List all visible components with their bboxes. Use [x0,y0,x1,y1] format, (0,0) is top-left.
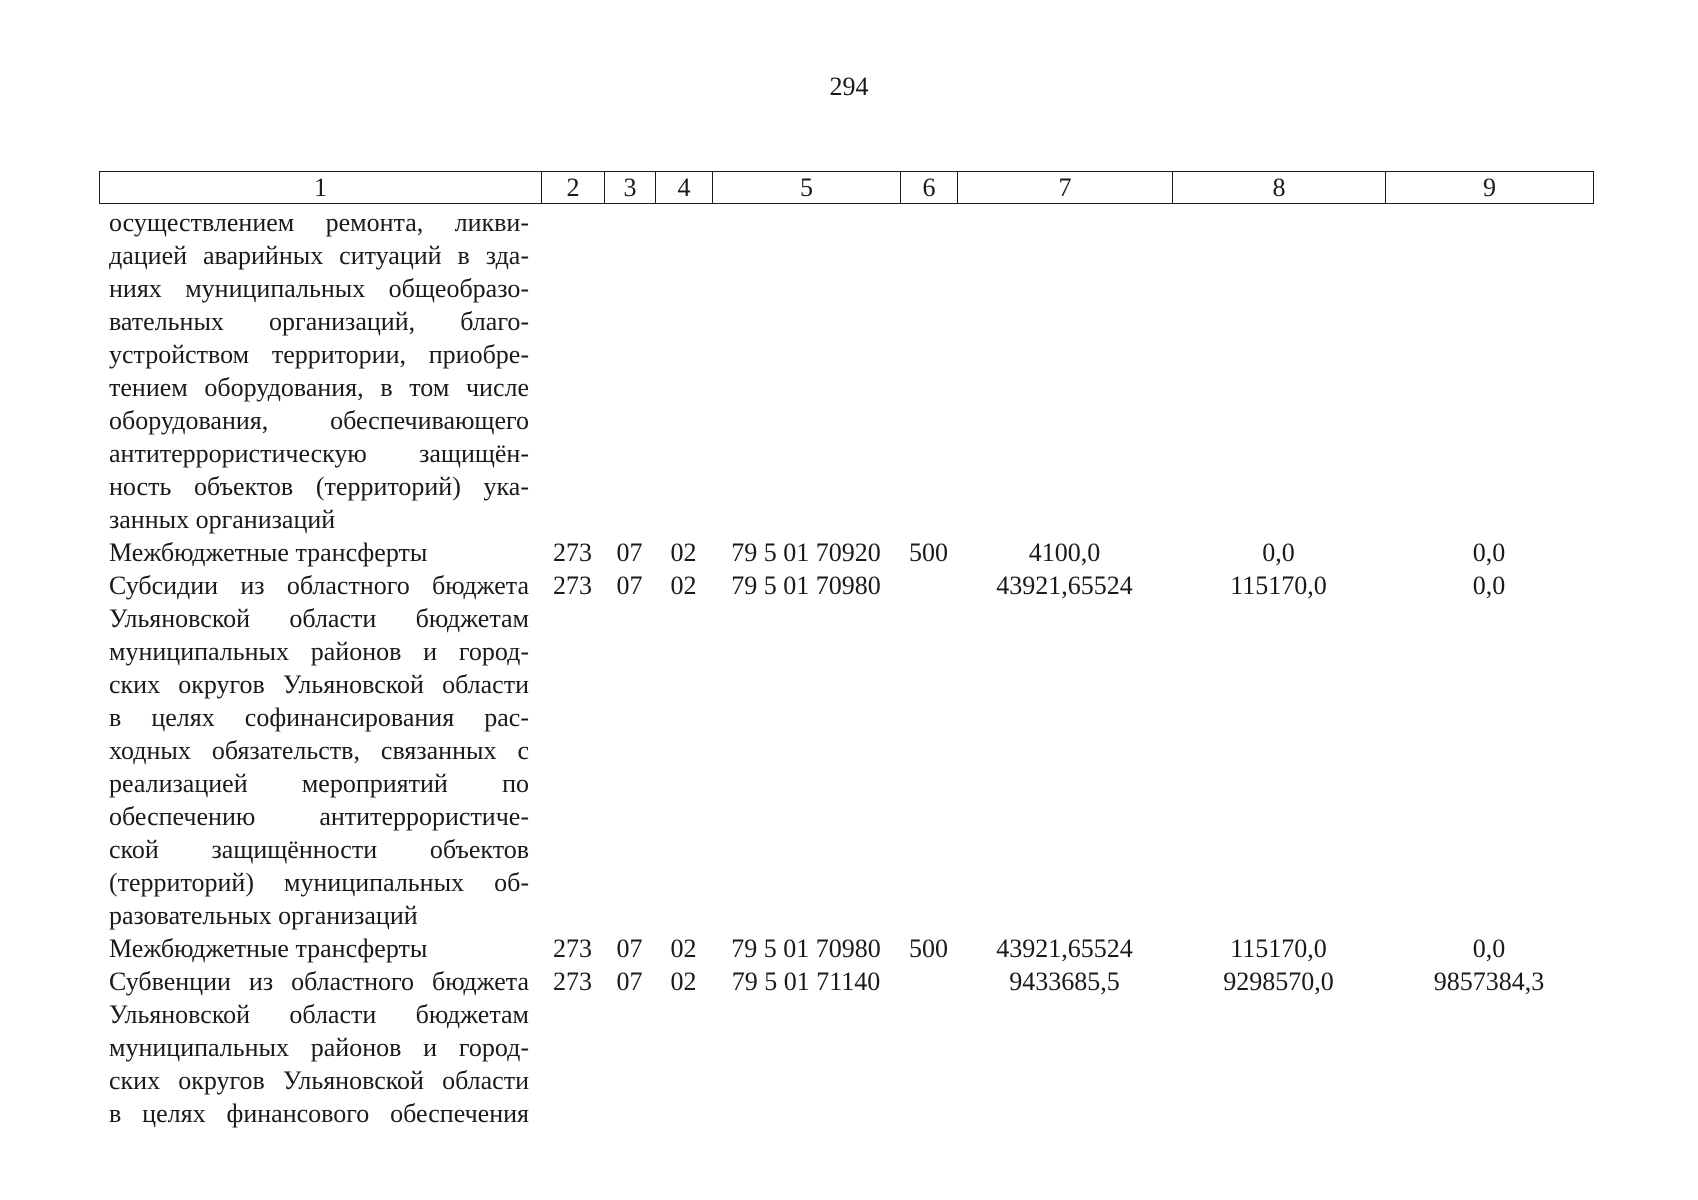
cell-col-8: 115170,0 [1230,934,1327,963]
cell-col-6: 500 [909,538,948,567]
description-line: ходных обязательств, связанных с [109,736,529,765]
header-col-1: 1 [100,172,542,204]
header-col-6: 6 [901,172,958,204]
cell-col-2: 273 [553,538,592,567]
description-line: ность объектов (территорий) ука- [109,472,529,501]
cell-col-4: 02 [670,934,697,963]
description-line: разовательных организаций [109,901,418,930]
cell-col-8: 0,0 [1262,538,1295,567]
cell-col-2: 273 [553,934,592,963]
header-col-2: 2 [542,172,605,204]
cell-col-8: 9298570,0 [1223,967,1334,996]
cell-col-4: 02 [670,538,697,567]
description-line: муниципальных районов и город- [109,1033,529,1062]
description-line: Ульяновской области бюджетам [109,604,529,633]
row-description [109,965,529,1130]
budget-table-body [0,206,1698,1130]
header-col-3: 3 [605,172,656,204]
cell-col-5: 79 5 01 70980 [731,934,881,963]
cell-col-3 [604,206,655,239]
description-line: (территорий) муниципальных об- [109,868,529,897]
cell-col-7: 43921,65524 [996,934,1133,963]
cell-col-9: 0,0 [1472,571,1506,600]
description-line: ниях муниципальных общеобразо- [109,274,529,303]
cell-col-4: 02 [670,571,697,600]
cell-col-5: 79 5 01 70980 [731,571,881,600]
description-line: вательных организаций, благо- [109,307,529,336]
cell-col-6 [900,206,957,239]
header-col-4: 4 [656,172,713,204]
cell-col-7: 9433685,5 [1009,967,1120,996]
cell-col-6 [900,569,957,602]
description-line: устройством территории, приобре- [109,340,529,369]
cell-col-7: 4100,0 [1028,538,1101,567]
description-line: Ульяновской области бюджетам [109,1000,529,1029]
header-col-8: 8 [1173,172,1386,204]
description-line: ских округов Ульяновской области [109,670,529,699]
cell-col-2: 273 [553,571,592,600]
cell-col-3: 07 [616,538,643,567]
cell-col-7 [957,206,1172,239]
header-col-9: 9 [1386,172,1594,204]
cell-col-6 [900,965,957,998]
page-number: 294 [829,72,869,101]
description-line: ских округов Ульяновской области [109,1066,529,1095]
cell-col-2: 273 [553,967,592,996]
cell-col-3: 07 [616,967,643,996]
description-line: в целях софинансирования рас- [109,703,529,732]
header-col-7: 7 [958,172,1173,204]
column-number-header [99,171,1594,204]
cell-col-8: 115170,0 [1230,571,1327,600]
row-description [109,536,529,569]
description-line: реализацией мероприятий по [109,769,529,798]
row-description [109,206,529,536]
table-row [0,965,1698,1130]
header-col-5: 5 [713,172,901,204]
table-row [0,536,1698,569]
table-row [0,569,1698,932]
cell-col-3: 07 [616,934,643,963]
table-row [0,932,1698,965]
description-line: Субсидии из областного бюджета [109,571,529,600]
cell-col-5: 79 5 01 71140 [731,967,881,996]
row-description [109,569,529,932]
cell-col-4 [655,206,712,239]
description-line: дацией аварийных ситуаций в зда- [109,241,529,270]
cell-col-9: 0,0 [1472,934,1506,963]
description-line: Межбюджетные трансферты [109,934,428,963]
cell-col-3: 07 [616,571,643,600]
cell-col-5 [712,206,900,239]
cell-col-9 [1385,206,1593,239]
cell-col-9: 9857384,3 [1433,967,1545,996]
description-line: антитеррористическую защищён- [109,439,529,468]
description-line: обеспечению антитеррористиче- [109,802,529,831]
description-line: оборудования, обеспечивающего [109,406,529,435]
description-line: в целях финансового обеспечения [109,1099,529,1128]
description-line: осуществлением ремонта, ликви- [109,208,529,237]
cell-col-2 [541,206,604,239]
description-line: занных организаций [109,505,336,534]
description-line: Межбюджетные трансферты [109,538,428,567]
description-line: муниципальных районов и город- [109,637,529,666]
cell-col-9: 0,0 [1472,538,1506,567]
row-description [109,932,529,965]
cell-col-8 [1172,206,1385,239]
cell-col-6: 500 [909,934,948,963]
cell-col-7: 43921,65524 [996,571,1133,600]
cell-col-4: 02 [670,967,697,996]
table-row [0,206,1698,536]
description-line: тением оборудования, в том числе [109,373,529,402]
description-line: Субвенции из областного бюджета [109,967,529,996]
cell-col-5: 79 5 01 70920 [731,538,881,567]
description-line: ской защищённости объектов [109,835,529,864]
